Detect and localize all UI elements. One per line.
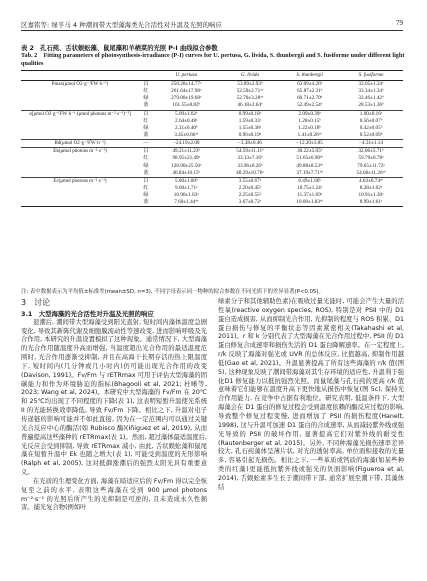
value-cell: 2.09±0.39ᵃ: [298, 110, 321, 117]
value-cell: 11.37±1.69ᵃ: [297, 192, 323, 199]
value-cell: 54.59±11.11ᵇ: [236, 148, 264, 155]
value-cell: 120.90±25.50ᵃ: [171, 162, 202, 169]
param-cell: [21, 199, 139, 207]
header-cell: [21, 71, 139, 81]
param-cell: α[μmol O2·g⁻¹FW·h⁻¹·(μmol photons m⁻²·s⁻¹)⁻¹]: [29, 111, 131, 117]
paragraph: 绿素分子和其他辅助色素)在吸收过量光能时, 可能会产生大量的活性氧(reactive oxygen species, ROS), 特别是对 PSII 中的 D1 蛋白造成损害, 从而抑制光合作用, 光抑制的程度与 ROS 积累、D1 蛋白损伤与修复的平衡状态等因素紧密相关(Takahashi et al, 2011)。r 和 k 分别代表了大型海藻在光合作用过程中, PSII 的 D1 蛋白修复合成速率和损伤失活的 D1 蛋白降解速率。在一定程度上, r/k 反映了海藻对强光或 UVR 的总体反应, 比值越高, 抑制作用越低(Gao et al, 2021)。升温显著提高了所有这些海藻的 r/k 值(图 5), 这种现象反映了潮间带海藻对其生存环境的适应性, 升温利于强化D1 修复能力以抵抗强烈光照。而鼠尾藻与孔石莼的更高 r/k 值意味着它们能够在温度升高下更快地从损伤中恢复(图 5c), 保持光合作用能力, 在竞争中占据有利地位。研究表明, 低温条件下, 大型海藻会在 D1 蛋白的修复过程会受到温度依赖的酶反应过程的影响, 导致整个修复过程变慢, 进而增加了 PSII 的损伤程度(Hanelt, 1998), 这与升温可加速 D1 蛋白的合成速率, 从而减轻紫外线或强光导致的 PSII 的破坏作用, 显著提高它们对紫外线的耐受性(Rautenberger et al, 2015)。另外, 不同种海藻光损伤速率差异较大, 孔石莼藻体呈薄片状, 对光的透射率高, 单位面积接收的光量多, 容易引起光损伤。相比之下, 一些革质或钙质的海藻(如某些种类的红藻)更能抵抗紫外线或强光的负面影响(Figueroa et al, 2014), 舌蜈蚣素多生长于潮间带下部, 通常扩展至潮下带, 其藻体结: [218, 298, 404, 491]
table-row: [21, 102, 403, 110]
param-cell: [21, 88, 139, 95]
param-cell: [21, 155, 139, 162]
light-cell: 红: [143, 117, 149, 124]
table-row: [21, 155, 403, 162]
param-cell: Pmax(μmol O2·g⁻¹FW·h⁻¹): [51, 82, 109, 88]
table-row: [21, 177, 403, 185]
light-cell: —: [139, 140, 153, 148]
header-cell: G. livida: [240, 72, 260, 78]
header-cell: U. pertusa: [175, 72, 198, 78]
header-rule: [21, 30, 403, 31]
light-cell: 蓝: [139, 102, 153, 110]
table-row: [21, 170, 403, 178]
value-cell: 60.71±2.70ᵇ: [297, 95, 323, 102]
value-cell: 63.09±4.26ᵇ: [297, 81, 323, 88]
value-cell: 52.49±2.54ᵇ: [280, 102, 339, 110]
value-cell: 32.05±1.24ᶜ: [358, 81, 384, 88]
param-cell: [21, 170, 139, 178]
value-cell: −12.20±3.85: [280, 140, 339, 148]
value-cell: 46.84±10.15ᵇ: [153, 170, 220, 178]
light-cell: 绿: [143, 124, 149, 131]
param-cell: [21, 102, 139, 110]
value-cell: 0.42±0.05ᵇ: [359, 124, 383, 131]
value-cell: 9.60±1.71ᵃ: [175, 185, 198, 192]
table-row: [21, 199, 403, 207]
value-cell: 3.45±0.66ᵃᵇ: [153, 132, 220, 140]
value-cell: 5.09±1.02ᵃ: [175, 110, 198, 117]
value-cell: 3.67±0.72ᵃ: [220, 199, 281, 207]
param-cell: [21, 95, 139, 102]
value-cell: −3.38±0.46: [220, 140, 281, 148]
value-cell: 28.53±1.36ᵇ: [339, 102, 403, 110]
light-cell: 绿: [143, 162, 149, 169]
value-cell: 53.89±2.93ᵇ: [237, 81, 263, 88]
value-cell: 65.87±2.31ᵇ: [297, 88, 323, 95]
value-cell: 1.59±0.33ᵃ: [238, 117, 262, 124]
table-row: [21, 140, 403, 148]
value-cell: −24.19±2.00: [153, 140, 220, 148]
value-cell: 5.00±1.00ᵇ: [174, 177, 198, 184]
light-cell: 红: [143, 88, 149, 95]
table-row: [21, 118, 403, 125]
value-cell: 8.99±1.61ᵃ: [339, 199, 403, 207]
value-cell: −4.31±1.14: [339, 140, 403, 148]
value-cell: 49.88±8.53ᵃᵇ: [296, 162, 323, 169]
value-cell: 279.00±19.68ᵃ: [171, 95, 202, 102]
table-note: 注: 表中数据表示为平均值±标准差(mean±SD, n=3), 不同字母表示同一物种的拟合参数在不同光质下的差异显著(P<0.05)。: [21, 289, 324, 295]
value-cell: 32.06±5.71ᵇ: [358, 148, 384, 155]
left-column: [21, 298, 207, 513]
value-cell: 49.21±11.23ᵇ: [172, 148, 201, 155]
value-cell: 30.22±5.05ᵇ: [297, 148, 323, 155]
value-cell: 1.22±0.18ᵇ: [298, 124, 321, 131]
table-row: [21, 132, 403, 140]
value-cell: 48.29±10.76ᵃ: [220, 170, 281, 178]
table-row: [21, 95, 403, 102]
light-cell: 蓝: [139, 132, 153, 140]
value-cell: 0.56±0.07ᵇ: [359, 117, 383, 124]
light-cell: 白: [143, 81, 149, 88]
param-cell: [21, 118, 139, 125]
param-cell: [21, 192, 139, 199]
table-row: [21, 88, 403, 95]
value-cell: 10.75±1.24ᵃ: [297, 185, 323, 192]
param-cell: [21, 132, 139, 140]
value-cell: 52.59±2.71ᵃᵇ: [236, 88, 264, 95]
value-cell: 10.91±1.30ᵃ: [358, 192, 384, 199]
value-cell: 33.46±1.42ᵇ: [358, 95, 384, 102]
value-cell: 46.18±2.64ᵇ: [220, 102, 281, 110]
table-row: [21, 163, 403, 170]
value-cell: 1.41±0.26ᵃᵇ: [280, 132, 339, 140]
paragraph: 在光质的生理变化方面, 海藻在暗适应后的 Fv/Fm 得以完全恢复至之前的水平, 表明这些海藻在受到 900 μmol photons m⁻²·s⁻¹ 的光照后所产生的光抑制是可逆的, 且未造成永久性损害。捕光复合物(例如叶: [21, 477, 207, 512]
table-header-row: [21, 71, 403, 81]
page-number: 79: [396, 19, 403, 27]
paragraph: 退潮后, 潮间带大型海藻受到阳光直射, 短时间内藻体温度急剧变化, 导致其新陈代谢及细胞膜流动性等速改变, 进而影响呼吸及光合作用, 本研究的升温设置模拟了这种现象。通常情况下, 大型海藻的光合作用随温度升高而增强, 当温度超出光合作用的最适温度范围时, 光合作用逐渐受抑制, 并且在高海干长期存活的热上限温度下, 短时间内(几分钟或几小时内)仍可能出现光合作用的改变(Davison, 1991)。Fv/Fm 与 rETRmax 可用于评估大型海藻的固碳能力和作为环境胁迫的指标(Bhagooli et al, 2021; 杜晰等, 2023; Wang et al, 2024)。本研究中大型海藻的 Fv/Fm 在 20℃和 25℃均出现了不同程度的下降(表 1), 这表明短暂升温使光系统 II 的光能转换效率降低, 导致 Fv/Fm 下降。相比之下, 升温对电子传递链的影响可能并不如此直接, 因为在一定范围内可以通过关键光合反应中心的酶活(如 Rubisco 酶)(Iñiguez et al, 2019), 从而普遍提高这些藻种的 rETRmax(表 1)。然而, 超过藻体最适温度后, 光反应会受到抑制, 导致 rETRmax 减小, 由此, 舌状蜈蚣藻和鼠尾藻在短暂升温中 Ek 也随之增大(表 1), 可能受到温度的无形影响(Ralph et al, 2005), 这对抵御涨潮后的强烈太阳光具有重要意义。: [21, 318, 207, 477]
fitting-parameters-table: [21, 70, 403, 207]
value-cell: 0.99±0.18ᵃ: [238, 110, 262, 117]
light-cell: 红: [143, 185, 149, 192]
param-cell: Ek(μmol photons m⁻²·s⁻¹): [53, 149, 107, 155]
light-cell: 蓝: [139, 199, 153, 207]
param-cell: Ec(μmol photons m⁻²·s⁻¹): [53, 178, 107, 184]
value-cell: 161.55±8.82ᵇ: [153, 102, 220, 110]
table-row: [21, 185, 403, 192]
value-cell: 7.60±1.44ᵃᵇ: [153, 199, 220, 207]
value-cell: 33.34±1.34ᵇ: [358, 88, 384, 95]
value-cell: 3.55±0.67ᵃ: [238, 177, 262, 184]
running-header: 区嘉铭等: 绿孚马 4 种潮间带大型藻海类光合活性对升温及光照的响应: [21, 21, 223, 29]
light-cell: 绿: [143, 95, 149, 102]
light-cell: 白: [143, 177, 149, 184]
table-row: [21, 192, 403, 199]
value-cell: 6.49±1.66ᵇ: [298, 177, 321, 184]
header-cell: [139, 71, 153, 81]
value-cell: 10.96±1.83ᵃ: [173, 192, 199, 199]
value-cell: 51.65±6.90ᵃᵇ: [296, 155, 323, 162]
value-cell: 1.55±0.38ᵃ: [238, 124, 262, 131]
value-cell: 2.20±0.45ᵇ: [238, 185, 262, 192]
param-cell: [21, 163, 139, 170]
value-cell: 2.64±0.48ᵃ: [175, 117, 198, 124]
value-cell: 33.96±8.26ᵇ: [237, 162, 263, 169]
subsection-title: 3.1 大型海藻的光合活性对升温及光照的响应: [21, 309, 154, 318]
header-cell: S. fusiforme: [358, 72, 384, 78]
param-cell: [21, 125, 139, 132]
value-cell: 250.28±14.77ᵃ: [171, 81, 202, 88]
value-cell: 52.70±3.28ᵃᵇ: [236, 95, 264, 102]
right-column: [218, 298, 404, 493]
param-cell: [21, 185, 139, 192]
light-cell: 白: [143, 110, 149, 117]
table-caption-en: Tab. 2 Fitting parameters of photosynthesis-irradiance (P-I) curves for U. pertusa, G. livida, S. thunbergii and S. fusiforme under different light qualities: [21, 52, 405, 67]
value-cell: 54.66±11.26ᵃᵇ: [339, 170, 403, 178]
light-cell: 蓝: [139, 170, 153, 178]
light-cell: 红: [143, 155, 149, 162]
value-cell: 2.31±0.40ᵇ: [174, 124, 198, 131]
value-cell: 33.13±7.16ᵇ: [237, 155, 263, 162]
table-row: [21, 148, 403, 156]
table-caption-cn: 表 2 孔石莼、舌状蜈蚣藻、鼠尾藻和羊栖菜的光照 P-I 曲线拟合参数: [21, 45, 218, 52]
light-cell: 白: [143, 148, 149, 155]
value-cell: 0.52±0.09ᵇ: [339, 132, 403, 140]
value-cell: 0.96±0.19ᵃ: [220, 132, 281, 140]
value-cell: 10.00±1.83ᵃᵇ: [280, 199, 339, 207]
section-title: 3 讨论: [21, 298, 51, 307]
value-cell: 37.19±7.71ᵃᵇ: [280, 170, 339, 178]
table-row: [21, 81, 403, 89]
value-cell: 79.65±11.72ᵃ: [357, 162, 385, 169]
value-cell: 8.28±1.02ᵃ: [359, 185, 383, 192]
light-cell: 绿: [143, 192, 149, 199]
value-cell: 59.79±8.78ᵃ: [358, 155, 384, 162]
value-cell: 1.28±0.15ᵇ: [298, 117, 321, 124]
table-row: [21, 110, 403, 118]
param-cell: Rd(μmol O2·g⁻¹FW·h⁻¹): [21, 140, 139, 148]
value-cell: 98.95±21.49ᵃ: [172, 155, 201, 162]
value-cell: 4.63±0.74ᵃᵇ: [358, 177, 384, 184]
header-cell: S. thunbergii: [296, 72, 323, 78]
value-cell: 2.25±0.55ᵇ: [238, 192, 262, 199]
table-row: [21, 125, 403, 132]
value-cell: 261.64±17.98ᵃ: [171, 88, 202, 95]
value-cell: 1.00±0.16ᵃ: [359, 110, 383, 117]
